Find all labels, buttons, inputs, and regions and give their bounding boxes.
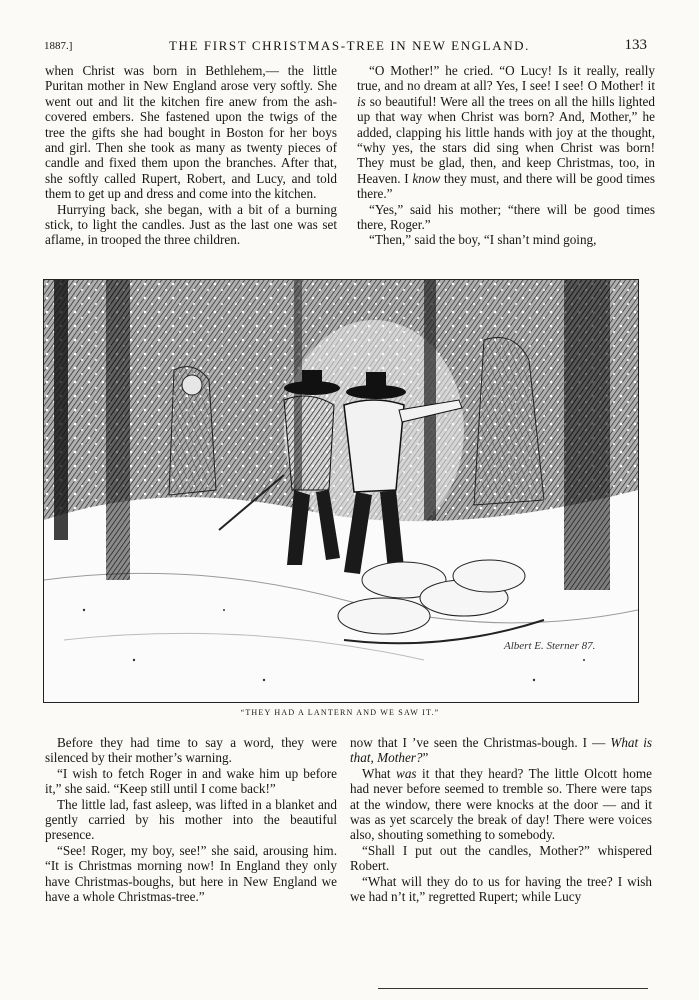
illustration xyxy=(43,279,639,703)
footer-rule xyxy=(378,988,648,989)
winter-forest-scene xyxy=(44,280,638,702)
header-date: 1887.] xyxy=(44,40,73,52)
paragraph: “See! Roger, my boy, see!” she said, arousing him. “It is Christmas morning now! In England they only have Christmas-boughs, but here in New England we have a whole Christmas-tree.” xyxy=(45,842,337,905)
bottom-right-column xyxy=(350,735,652,904)
artist-signature: Albert E. Sterner 87. xyxy=(504,640,596,652)
page-number: 133 xyxy=(624,37,647,53)
top-left-column xyxy=(45,63,337,248)
paragraph: Before they had time to say a word, they were silenced by their mother’s warning. xyxy=(45,735,337,766)
header-title: THE FIRST CHRISTMAS-TREE IN NEW ENGLAND. xyxy=(168,38,531,53)
paragraph: now that I ’ve seen the Christmas-bough. I — What is that, Mother?” xyxy=(350,735,652,766)
running-header xyxy=(0,38,699,58)
paragraph: “What will they do to us for having the tree? I wish we had n’t it,” regretted Rupert; while Lucy xyxy=(350,873,652,905)
paragraph: when Christ was born in Bethlehem,— the little Puritan mother in New England arose very softly. She went out and lit the kitchen fire anew from the ash-covered embers. She fastened upon the twigs of the tree the gifts she had bought in Boston for her boys and girl. Then she took as many as twenty pieces of candle and fixed them upon the branches. After that, she softly called Rupert, Robert, and Lucy, and told them to get up and dress and come into the kitchen. xyxy=(45,63,337,202)
paragraph: Hurrying back, she began, with a bit of a burning stick, to light the candles. Just as the last one was set aflame, in trooped the three children. xyxy=(45,201,337,248)
paragraph: What was it that they heard? The little Olcott home had never before seemed to tremble so. There were taps at the window, there were knocks at the door — and it was as yet scarcely the break of day! There were voices also, shouting something to somebody. xyxy=(350,765,652,843)
illustration-caption: “THEY HAD A LANTERN AND WE SAW IT.” xyxy=(240,708,440,717)
paragraph: “Then,” said the boy, “I shan’t mind going, xyxy=(369,232,597,248)
top-right-column xyxy=(357,63,655,248)
paragraph: “Yes,” said his mother; “there will be good times there, Roger.” xyxy=(357,201,655,233)
paragraph: The little lad, fast asleep, was lifted in a blanket and gently carried by his mother into the beautiful presence. xyxy=(45,796,337,843)
paragraph: “O Mother!” he cried. “O Lucy! Is it really, really true, and no dream at all? Yes, I see! I see! O Mother! it is so beautiful! Were all the trees on all the hills lighted up that way when Christ was born? And, Mother,” he added, clapping his little hands with joy at the thought, “why yes, the stars did sing when Christ was born! They must be glad, then, and keep Christmas, too, in Heaven. I know they must, and there will be good times there.” xyxy=(357,63,655,202)
bottom-left-column xyxy=(45,735,337,904)
paragraph: “Shall I put out the candles, Mother?” whispered Robert. xyxy=(350,842,652,874)
paragraph: “I wish to fetch Roger in and wake him up before it,” she said. “Keep still until I come back!” xyxy=(45,765,337,797)
